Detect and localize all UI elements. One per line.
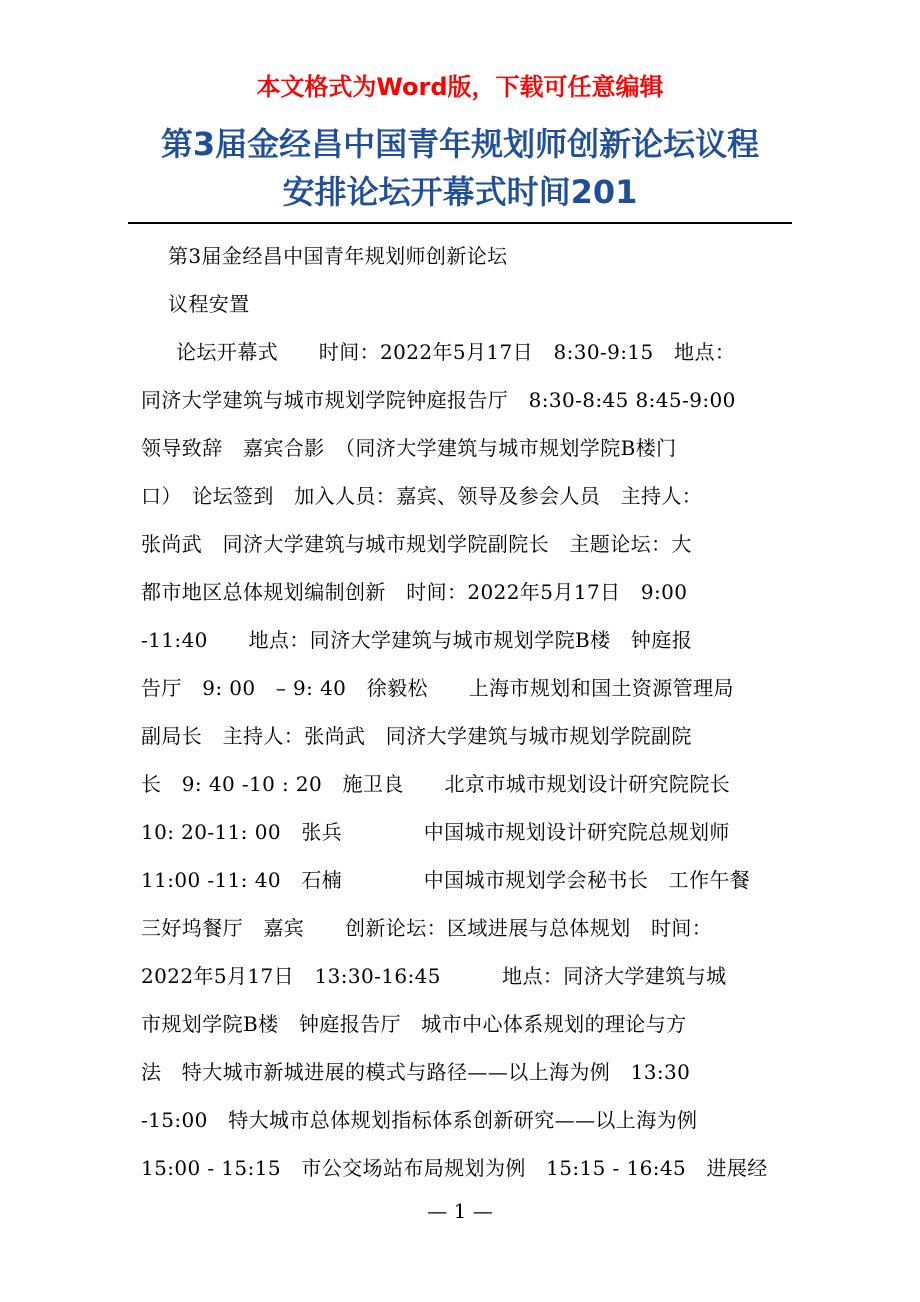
title-line-1: 第3届金经昌中国青年规划师创新论坛议程 [160,125,760,163]
body-line: 同济大学建筑与城市规划学院钟庭报告厅 8:30-8:45 8:45-9:00 [141,388,736,412]
body-heading-forum: 第3届金经昌中国青年规划师创新论坛 [168,244,508,268]
body-line: 口） 论坛签到 加入人员：嘉宾、领导及参会人员 主持人： [141,484,703,508]
body-line: 副局长 主持人：张尚武 同济大学建筑与城市规划学院副院 [141,724,692,748]
body-line: 长 9: 40 -10 : 20 施卫良 北京市城市规划设计研究院院长 [141,772,731,796]
document-title [110,120,810,216]
body-line: 都市地区总体规划编制创新 时间：2022年5月17日 9:00 [141,580,688,604]
body-line: -11:40 地点：同济大学建筑与城市规划学院B楼 钟庭报 [141,628,693,652]
body-heading-agenda: 议程安置 [168,292,250,316]
body-line: -15:00 特大城市总体规划指标体系创新研究——以上海为例 [141,1108,698,1132]
body-line: 领导致辞 嘉宾合影 （同济大学建筑与城市规划学院B楼门 [141,436,677,460]
body-line: 论坛开幕式 时间：2022年5月17日 8:30-9:15 地点： [176,340,736,364]
format-notice: 本文格式为Word版，下载可任意编辑 [256,73,664,101]
body-line: 2022年5月17日 13:30-16:45 地点：同济大学建筑与城 [141,964,727,988]
body-line: 10: 20-11: 00 张兵 中国城市规划设计研究院总规划师 [141,820,730,844]
page-number: — 1 — [427,1199,493,1223]
title-line-2: 安排论坛开幕式时间201 [282,173,638,211]
body-line: 三好坞餐厅 嘉宾 创新论坛：区域进展与总体规划 时间： [141,916,713,940]
body-line: 11:00 -11: 40 石楠 中国城市规划学会秘书长 工作午餐 [141,868,751,892]
body-line: 15:00 - 15:15 市公交场站布局规划为例 15:15 - 16:45 进展经 [141,1156,768,1180]
document-body [141,232,781,1192]
title-divider [128,222,792,224]
body-line: 法 特大城市新城进展的模式与路径——以上海为例 13:30 [141,1060,691,1084]
body-line: 张尚武 同济大学建筑与城市规划学院副院长 主题论坛：大 [141,532,692,556]
body-line: 告厅 9: 00 – 9: 40 徐毅松 上海市规划和国土资源管理局 [141,676,734,700]
body-line: 市规划学院B楼 钟庭报告厅 城市中心体系规划的理论与方 [141,1012,687,1036]
